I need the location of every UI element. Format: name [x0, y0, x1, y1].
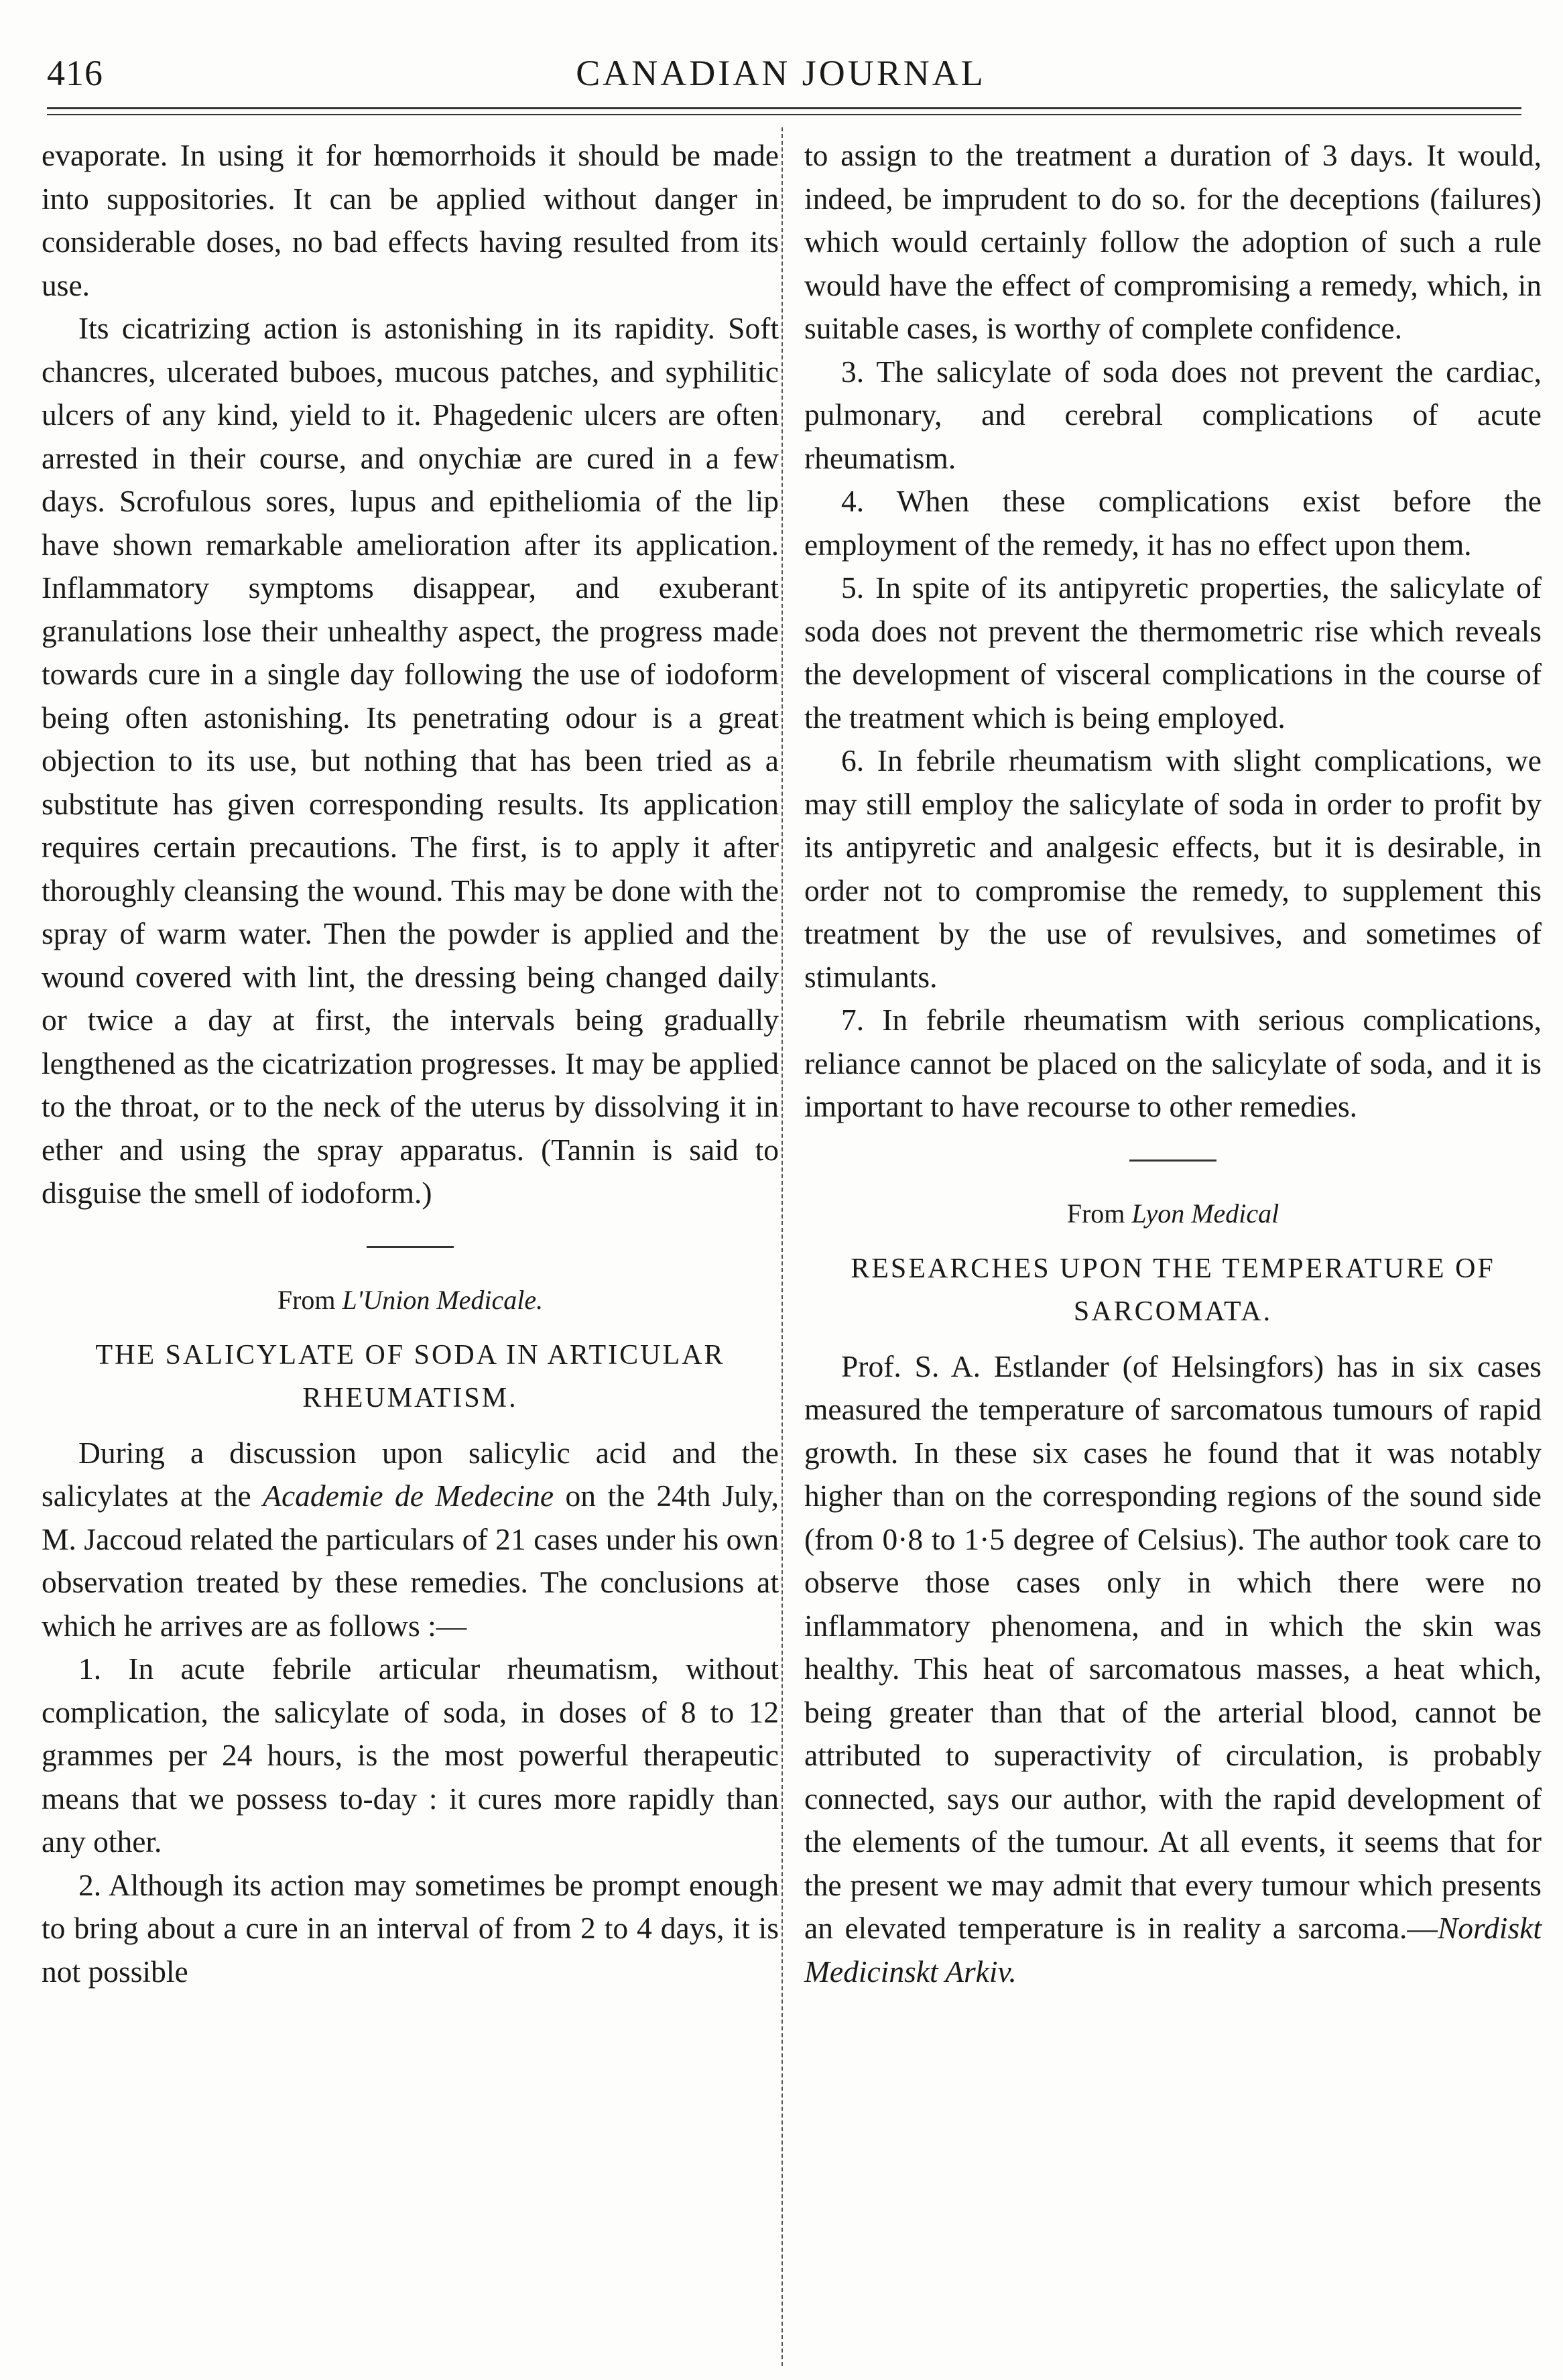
numbered-conclusion: 3. The salicylate of soda does not prevent the cardiac, pulmonary, and cerebral complications of acute rheumatism.	[804, 354, 1542, 475]
running-title: CANADIAN JOURNAL	[576, 53, 986, 93]
source-prefix: From	[277, 1284, 342, 1315]
numbered-conclusion: 7. In febrile rheumatism with serious complications, reliance cannot be placed on the salicylate of soda, and it is important to have recourse to other remedies.	[804, 1003, 1542, 1123]
citation: Nordiskt Medicinskt Arkiv.	[804, 1911, 1542, 1989]
numbered-conclusion: 5. In spite of its antipyretic properties, the salicylate of soda does not prevent the thermometric rise which reveals the development of visceral complications in the course of the treatment which is being employed.	[804, 570, 1542, 735]
numbered-conclusion: 1. In acute febrile articular rheumatism, without complication, the salicylate of soda, in doses of 8 to 12 grammes per 24 hours, is the most powerful therapeutic means that we possess to-day : it cures more rapidly than any other.	[42, 1651, 779, 1859]
article-source	[42, 1279, 779, 1322]
source-prefix: From	[1066, 1198, 1132, 1229]
paragraph	[42, 1432, 779, 1648]
paragraph: to assign to the treatment a duration of 3 days. It would, indeed, be imprudent to do so. for the deceptions (failures) which would certainly follow the adoption of such a rule would have the effect of compromising a remedy, which, in suitable cases, is worthy of complete confidence.	[804, 138, 1542, 345]
article-source	[804, 1192, 1542, 1235]
page-number: 416	[47, 53, 103, 93]
section-divider	[367, 1246, 454, 1248]
italic-run: Academie de Medecine	[263, 1479, 554, 1513]
numbered-conclusion: 6. In febrile rheumatism with slight complications, we may still employ the salicylate of soda in order to profit by its antipyretic and analgesic effects, but it is desirable, in order not to compromise the remedy, to supplement this treatment by the use of revulsives, and sometimes of stimulants.	[804, 743, 1542, 994]
paragraph: evaporate. In using it for hœmorrhoids it should be made into suppositories. It can be applied without danger in considerable doses, no bad effects having resulted from its use.	[42, 138, 779, 302]
source-title: Lyon Medical	[1131, 1198, 1279, 1229]
right-column	[804, 134, 1542, 1993]
numbered-conclusion: 4. When these complications exist before the employment of the remedy, it has no effect upon them.	[804, 484, 1542, 562]
text-run: on the 24th July, M. Jaccoud related the particulars of 21 cases under his own observation treated by these remedies. The conclusions at which he arrives are as follows :—	[42, 1479, 779, 1643]
section-divider	[1129, 1160, 1216, 1162]
article-heading: THE SALICYLATE OF SODA IN ARTICULAR RHEUMATISM.	[95, 1339, 725, 1414]
header-rule	[47, 107, 1521, 109]
text-run: During a discussion upon salicylic acid and the salicylates at the	[42, 1435, 779, 1513]
paragraph	[804, 1345, 1542, 1994]
text-run: Prof. S. A. Estlander (of Helsingfors) has in six cases measured the temperature of sarcomatous tumours of rapid growth. In these six cases he found that it was notably higher than on the corresponding regions of the sound side (from 0·8 to 1·5 degree of Celsius). The author took care to observe those cases only in which there were no inflammatory phenomena, and in which the skin was healthy. This heat of sarcomatous masses, a heat which, being greater than that of the arterial blood, cannot be attributed to superactivity of circulation, is probably connected, says our author, with the rapid development of the elements of the tumour. At all events, it seems that for the present we may admit that every tumour which presents an elevated temperature is in reality a sarcoma.—	[804, 1349, 1542, 1945]
left-column	[42, 134, 779, 1993]
header-rule-thin	[47, 114, 1521, 115]
numbered-conclusion: 2. Although its action may sometimes be prompt enough to bring about a cure in an interval of from 2 to 4 days, it is not possible	[42, 1867, 779, 1989]
article-heading: RESEARCHES UPON THE TEMPERATURE OF SARCOMATA.	[851, 1253, 1495, 1327]
column-divider	[782, 127, 783, 2366]
source-title: L'Union Medicale.	[342, 1284, 544, 1315]
page-header	[47, 52, 1515, 106]
paragraph: Its cicatrizing action is astonishing in its rapidity. Soft chancres, ulcerated buboes, mucous patches, and syphilitic ulcers of any kind, yield to it. Phagedenic ulcers are often arrested in their course, and onychiæ are cured in a few days. Scrofulous sores, lupus and epitheliomia of the lip have shown remarkable amelioration after its application. Inflammatory symptoms disappear, and exuberant granulations lose their unhealthy aspect, the progress made towards cure in a single day following the use of iodoform being often astonishing. Its penetrating odour is a great objection to its use, but nothing that has been tried as a substitute has given corresponding results. Its application requires certain precautions. The first, is to apply it after thoroughly cleansing the wound. This may be done with the spray of warm water. Then the powder is applied and the wound covered with lint, the dressing being changed daily or twice a day at first, the intervals being gradually lengthened as the cicatrization progresses. It may be applied to the throat, or to the neck of the uterus by dissolving it in ether and using the spray apparatus. (Tannin is said to disguise the smell of iodoform.)	[42, 311, 779, 1210]
